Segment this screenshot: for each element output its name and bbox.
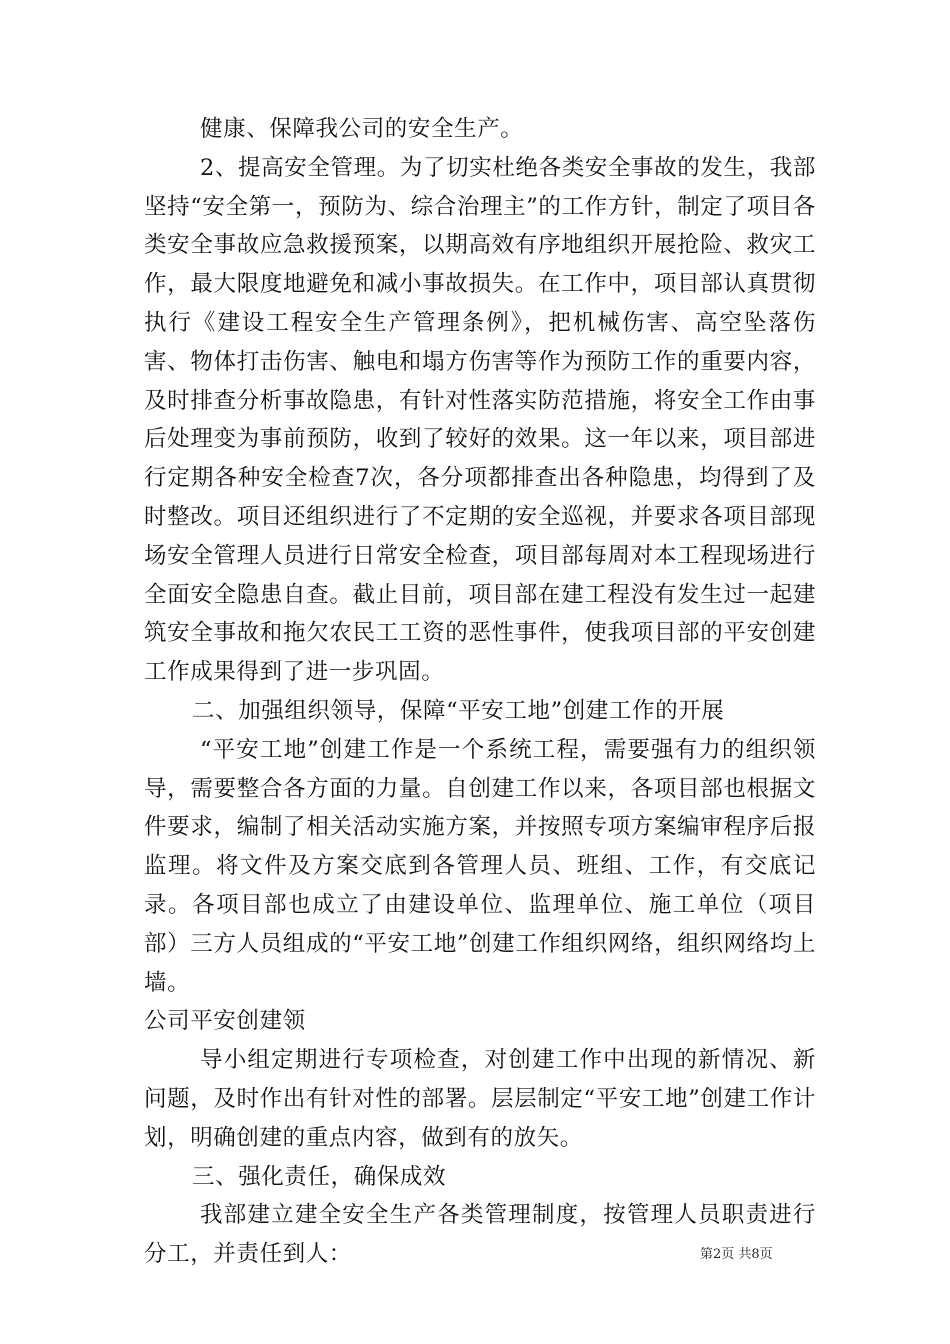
section-heading-organization: 二、加强组织领导，保障“平安工地”创建工作的开展 — [192, 697, 725, 724]
section-heading-responsibility: 三、强化责任，确保成效 — [192, 1163, 447, 1190]
paragraph-safety-management: 2、提高安全管理。为了切实杜绝各类安全事故的发生，我部坚持“安全第一，预防为、综合治理主”的工作方针，制定了项目各类安全事故应急救援预案，以期高效有序地组织开展抢险、救灾工作，最大限度地避免和减小事故损失。在工作中，项目部认真贯彻执行《建设工程安全生产管理条例》，把机械伤害、高空坠落伤害、物体打击伤害、触电和塌方伤害等作为预防工作的重要内容，及时排查分析事故隐患，有针对性落实防范措施，将安全工作由事后处理变为事前预防，收到了较好的效果。这一年以来，项目部进行定期各种安全检查7次，各分项都排查出各种隐患，均得到了及时整改。项目还组织进行了不定期的安全巡视，并要求各项目部现场安全管理人员进行日常安全检查，项目部每周对本工程现场进行全面安全隐患自查。截止目前，项目部在建工程没有发生过一起建筑安全事故和拖欠农民工工资的恶性事件，使我项目部的平安创建工作成果得到了进一步巩固。 — [144, 154, 816, 686]
paragraph-inspection: 导小组定期进行专项检查，对创建工作中出现的新情况、新问题，及时作出有针对性的部署。层层制定“平安工地”创建工作计划，明确创建的重点内容，做到有的放矢。 — [144, 1047, 816, 1151]
document-body — [144, 110, 816, 1274]
paragraph-organization: “平安工地”创建工作是一个系统工程，需要强有力的组织领导，需要整合各方面的力量。自创建工作以来，各项目部也根据文件要求，编制了相关活动实施方案，并按照专项方案编审程序后报监理。将文件及方案交底到各管理人员、班组、工作，有交底记录。各项目部也成立了由建设单位、监理单位、施工单位（项目部）三方人员组成的“平安工地”创建工作组织网络，组织网络均上墙。 — [144, 736, 816, 996]
paragraph-responsibility: 我部建立建全安全生产各类管理制度，按管理人员职责进行分工，并责任到人： — [144, 1202, 816, 1268]
paragraph-continuation: 健康、保障我公司的安全生产。 — [200, 116, 524, 142]
paragraph-fragment: 公司平安创建领 — [144, 1008, 306, 1035]
page-number-footer: 第2页 共8页 — [700, 1247, 773, 1262]
